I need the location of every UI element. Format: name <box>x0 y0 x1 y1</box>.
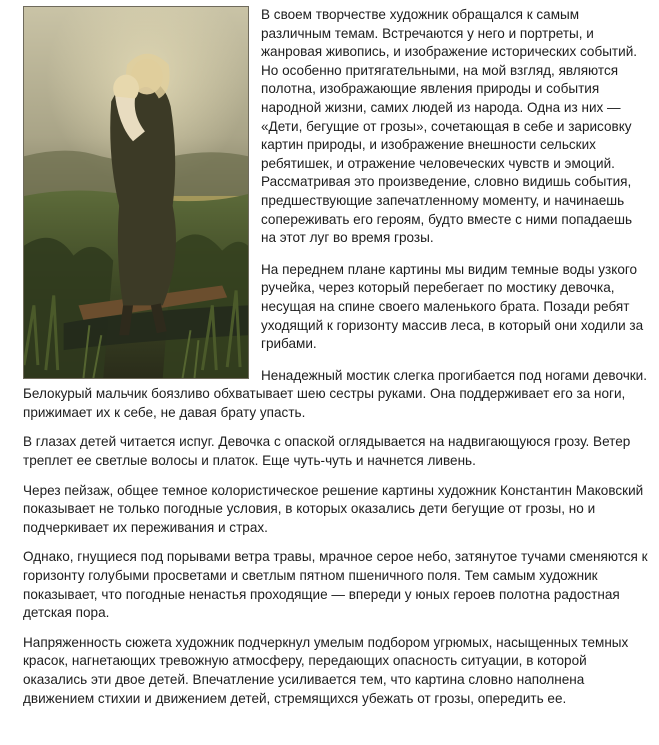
paragraph-foreground: На переднем плане картины мы видим темные воды узкого ручейка, через который перебегает по мостику девочка, несущая на спине своего маленького брата. Позади ребят уходящий к горизонту массив леса, в который они ходили за грибами. <box>261 261 644 352</box>
paragraph-sky: Однако, гнущиеся под порывами ветра травы, мрачное серое небо, затянутое тучами сменяются к горизонту голубыми просветами и светлым пятном пшеничного поля. Тем самым художник показывает, что погодные ненастья проходящие — впереди у юных героев полотна радостная детская пора. <box>23 549 648 621</box>
paragraph-landscape: Через пейзаж, общее темное колористическое решение картины художник Константин Маковский показывает не только погодные условия, в которых оказались дети бегущие от грозы, но и подчеркивает их переживания и страх. <box>23 482 644 535</box>
painting-illustration <box>24 7 248 378</box>
paragraph-bridge: Ненадежный мостик слегка прогибается под ногами девочки. Белокурый мальчик боязливо обхватывает шею сестры руками. Она поддерживает его за ноги, прижимает их к себе, не давая брату упасть. <box>23 367 648 420</box>
paragraph-tension: Напряженность сюжета художник подчеркнул умелым подбором угрюмых, насыщенных темных красок, нагнетающих тревожную атмосферу, передающих опасность ситуации, в которой оказались эти двое детей. Впечатление усиливается тем, что картина словно наполнена движением стихии и движением детей, стремящихся убежать от грозы, опередить ее. <box>23 634 629 706</box>
painting-image <box>23 6 249 379</box>
paragraph-intro: В своем творчестве художник обращался к самым различным темам. Встречаются у него и портреты, и жанровая живопись, и изображение исторических событий. Но особенно притягательными, на мой взгляд, являются полотна, изображающие явления природы и события народной жизни, самих людей из народа. Одна из них — «Дети, бегущие от грозы», сочетающая в себе и зарисовку картин природы, и изображение внешности сельских ребятишек, и отражение человеческих чувств и эмоций. Рассматривая это произведение, словно видишь события, предшествующие запечатленному моменту, и начинаешь сопереживать его героям, будто вместе с ними попадаешь на этот луг во время грозы. <box>261 7 638 246</box>
paragraph-fear: В глазах детей читается испуг. Девочка с опаской оглядывается на надвигающуюся грозу. Ветер треплет ее светлые волосы и платок. Еще чуть-чуть и начнется ливень. <box>23 434 631 469</box>
